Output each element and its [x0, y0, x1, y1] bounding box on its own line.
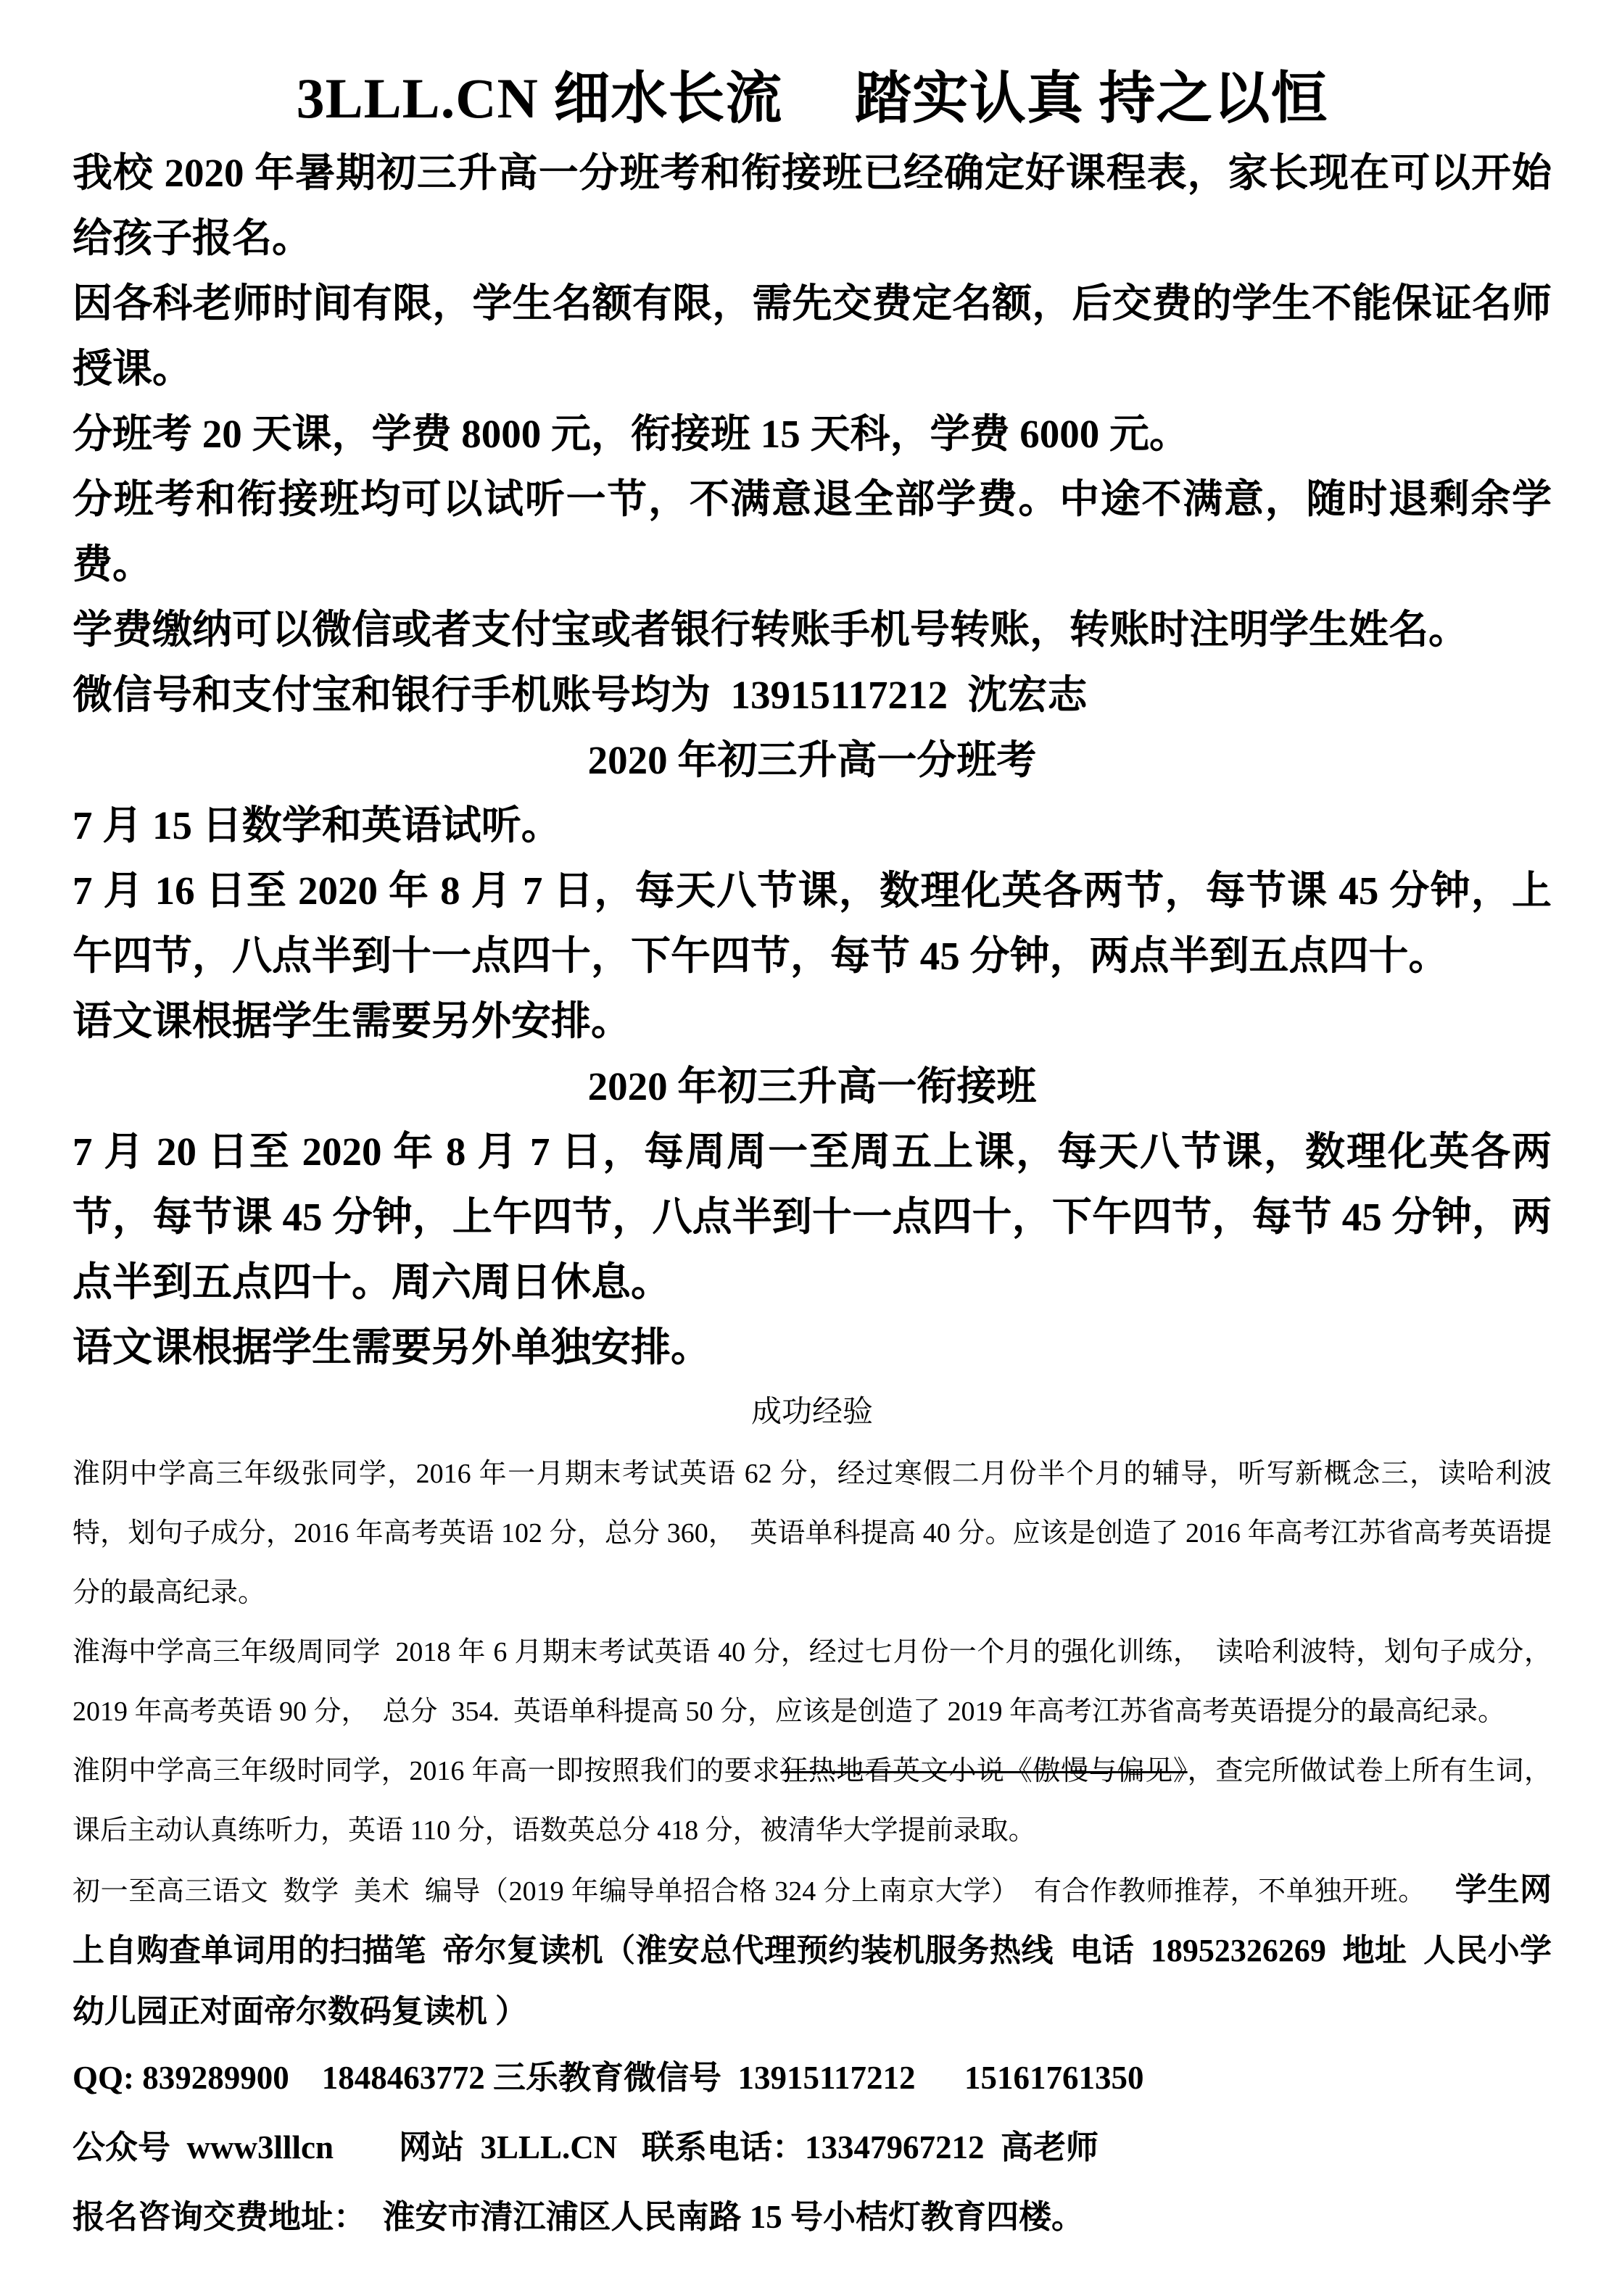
placement-exam-heading: 2020 年初三升高一分班考 — [587, 738, 1037, 782]
strikethrough-text: 狂热地看英文小说《傲慢与偏见》 — [780, 1756, 1188, 1786]
address-line: 报名咨询交费地址： 淮安市清江浦区人民南路 15 号小桔灯教育四楼。 — [73, 2199, 1085, 2235]
placement-exam-paragraph-1: 7 月 15 日数学和英语试听。 — [73, 803, 561, 847]
placement-exam-paragraph-2: 7 月 16 日至 2020 年 8 月 7 日，每天八节课，数理化英各两节，每节课 45 分钟，上午四节，八点半到十一点四十，下午四节，每节 45 分钟，两点半到五点四十。 — [73, 869, 1552, 978]
intro-paragraph-3: 分班考 20 天课，学费 8000 元，衔接班 15 天科，学费 6000 元。 — [73, 412, 1190, 456]
success-heading: 成功经验 — [750, 1396, 873, 1429]
page-title: 3LLL.CN 细水长流 踏实认真 持之以恒 — [296, 67, 1328, 130]
bridge-class-paragraph-2: 语文课根据学生需要另外单独安排。 — [73, 1325, 711, 1369]
intro-paragraph-6: 微信号和支付宝和银行手机账号均为 13915117212 沈宏志 — [73, 673, 1088, 717]
success-story-1: 淮阴中学高三年级张同学，2016 年一月期末考试英语 62 分，经过寒假二月份半个月的辅导，听写新概念三，读哈利波特，划句子成分，2016 年高考英语 102 分，总分 360， 英语单科提高 40 分。应该是创造了 2016 年高考江苏省高考英语提分的最高纪录。 — [73, 1459, 1552, 1608]
intro-paragraph-2: 因各科老师时间有限，学生名额有限，需先交费定名额，后交费的学生不能保证名师授课。 — [73, 281, 1552, 391]
bridge-class-heading: 2020 年初三升高一衔接班 — [587, 1064, 1037, 1108]
wechat-contact-line: 公众号 www3lllcn 网站 3LLL.CN 联系电话：13347967212 高老师 — [73, 2129, 1099, 2166]
qq-contact-line: QQ: 839289900 1848463772 三乐教育微信号 13915117212 15161761350 — [73, 2060, 1144, 2096]
intro-paragraph-4: 分班考和衔接班均可以试听一节，不满意退全部学费。中途不满意，随时退剩余学费。 — [73, 477, 1552, 587]
catalog-bold-text: 学生网上自购查单词用的扫描笔 帝尔复读机（淮安总代理预约装机服务热线 电话 18952326269 地址 人民小学幼儿园正对面帝尔数码复读机 ） — [73, 1872, 1552, 2029]
success-story-3 — [73, 1741, 1552, 1860]
placement-exam-paragraph-3: 语文课根据学生需要另外安排。 — [73, 999, 632, 1043]
catalog-paragraph — [73, 1860, 1552, 2043]
catalog-normal-text: 初一至高三语文 数学 美术 编导（2019 年编导单招合格 324 分上南京大学） 有合作教师推荐，不单独开班。 — [73, 1876, 1455, 1907]
intro-paragraph-1: 我校 2020 年暑期初三升高一分班考和衔接班已经确定好课程表，家长现在可以开始给孩子报名。 — [73, 151, 1552, 260]
success-story-3-post: ，查完所做试卷上所有生词，课后主动认真练听力，英语 110 分，语数英总分 418 分，被清华大学提前录取。 — [73, 1756, 1552, 1846]
success-story-2: 淮海中学高三年级周同学 2018 年 6 月期末考试英语 40 分，经过七月份一个月的强化训练， 读哈利波特，划句子成分，2019 年高考英语 90 分， 总分 354. 英语单科提高 50 分，应该是创造了 2019 年高考江苏省高考英语提分的最高纪录。 — [73, 1637, 1552, 1727]
intro-paragraph-5: 学费缴纳可以微信或者支付宝或者银行转账手机号转账，转账时注明学生姓名。 — [73, 608, 1469, 652]
success-story-3-pre: 淮阴中学高三年级时同学，2016 年高一即按照我们的要求 — [73, 1756, 781, 1786]
bridge-class-paragraph-1: 7 月 20 日至 2020 年 8 月 7 日，每周周一至周五上课，每天八节课，数理化英各两节，每节课 45 分钟，上午四节，八点半到十一点四十，下午四节，每节 45 分钟，两点半到五点四十。周六周日休息。 — [73, 1130, 1552, 1304]
